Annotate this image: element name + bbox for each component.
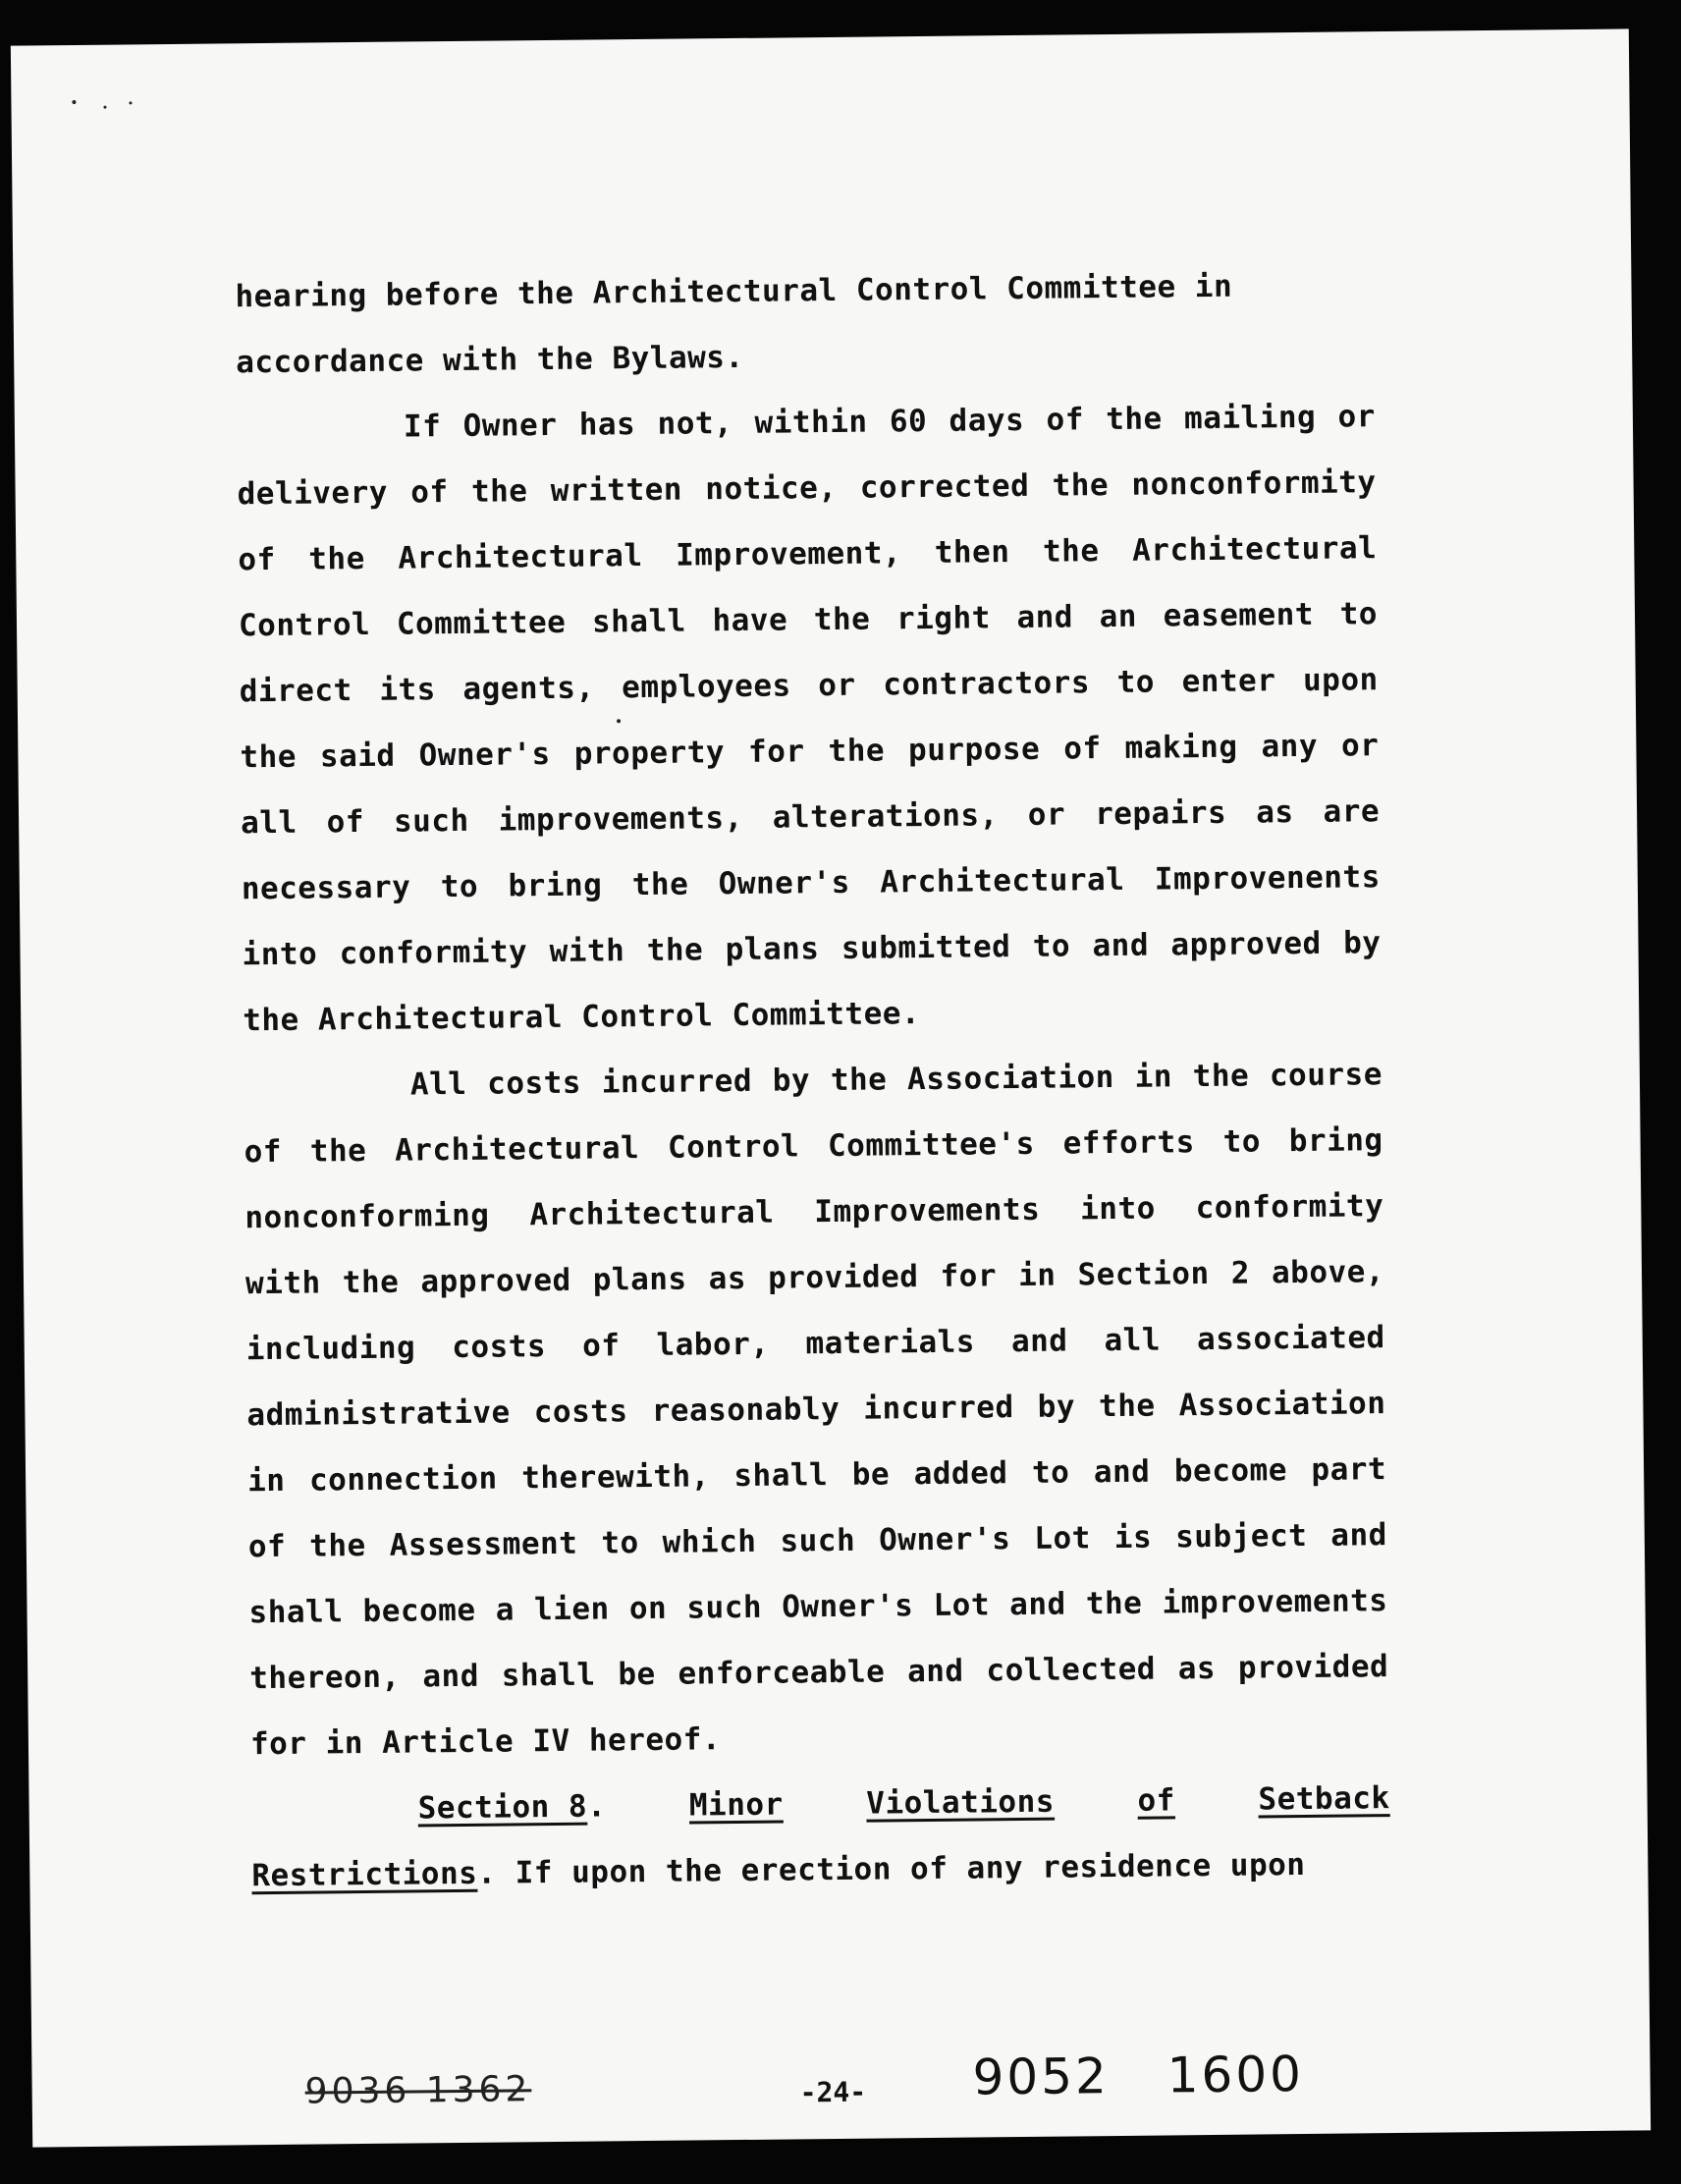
- scan-speck: [129, 101, 132, 104]
- text-line: hearing before the Architectural Control Committee in: [235, 268, 1233, 315]
- section-8-text-line: [251, 1831, 1391, 1909]
- heading-word: Setback: [1258, 1780, 1390, 1818]
- scan-speck: [72, 100, 76, 104]
- section-8-heading: [250, 1766, 1390, 1843]
- section-8-text: . If upon the erection of any residence upon: [477, 1846, 1306, 1891]
- heading-continued: Restrictions: [251, 1855, 478, 1894]
- section-label: Section 8.: [417, 1788, 607, 1827]
- text-line: accordance with the Bylaws.: [236, 339, 744, 381]
- stamped-numbers: 9052 1600: [972, 2046, 1305, 2106]
- heading-word: of: [1137, 1782, 1176, 1819]
- paragraph-continued: [235, 252, 1375, 396]
- struck-through-numbers: 9036 1362: [304, 2069, 532, 2112]
- page-footer: [31, 2032, 1651, 2127]
- document-page: [11, 28, 1651, 2147]
- page-number: -24-: [799, 2075, 867, 2109]
- paragraph-costs: All costs incurred by the Association in the course of the Architectural Control Committee's efforts to bring nonconforming Architectural Improvements into conformity with the approved plans as provided for in Section 2 above, including costs of labor, materials and all associated administrative costs reasonably incurred by the Association in connection therewith, shall be added to and become part of the Assessment to which such Owner's Lot is subject and shall become a lien on such Owner's Lot and the improvements thereon, and shall be enforceable and collected as provided for in Article IV hereof.: [244, 1057, 1389, 1763]
- heading-word: Violations: [866, 1783, 1056, 1822]
- scan-speck: [103, 106, 106, 109]
- paragraph-owner-notice: If Owner has not, within 60 days of the mailing or delivery of the written notice, corrected the nonconformity of the Architectural Improvement, then the Architectural Control Committee shall have the right and an easement to direct its agents, employees or contractors to enter upon the said Owner's property for the purpose of making any or all of such improvements, alterations, or repairs as are necessary to bring the Owner's Architectural Improvenents into conformity with the plans submitted to and approved by the Architectural Control Committee.: [237, 399, 1382, 1039]
- heading-word: Minor: [688, 1786, 784, 1824]
- body-text: [235, 252, 1390, 1909]
